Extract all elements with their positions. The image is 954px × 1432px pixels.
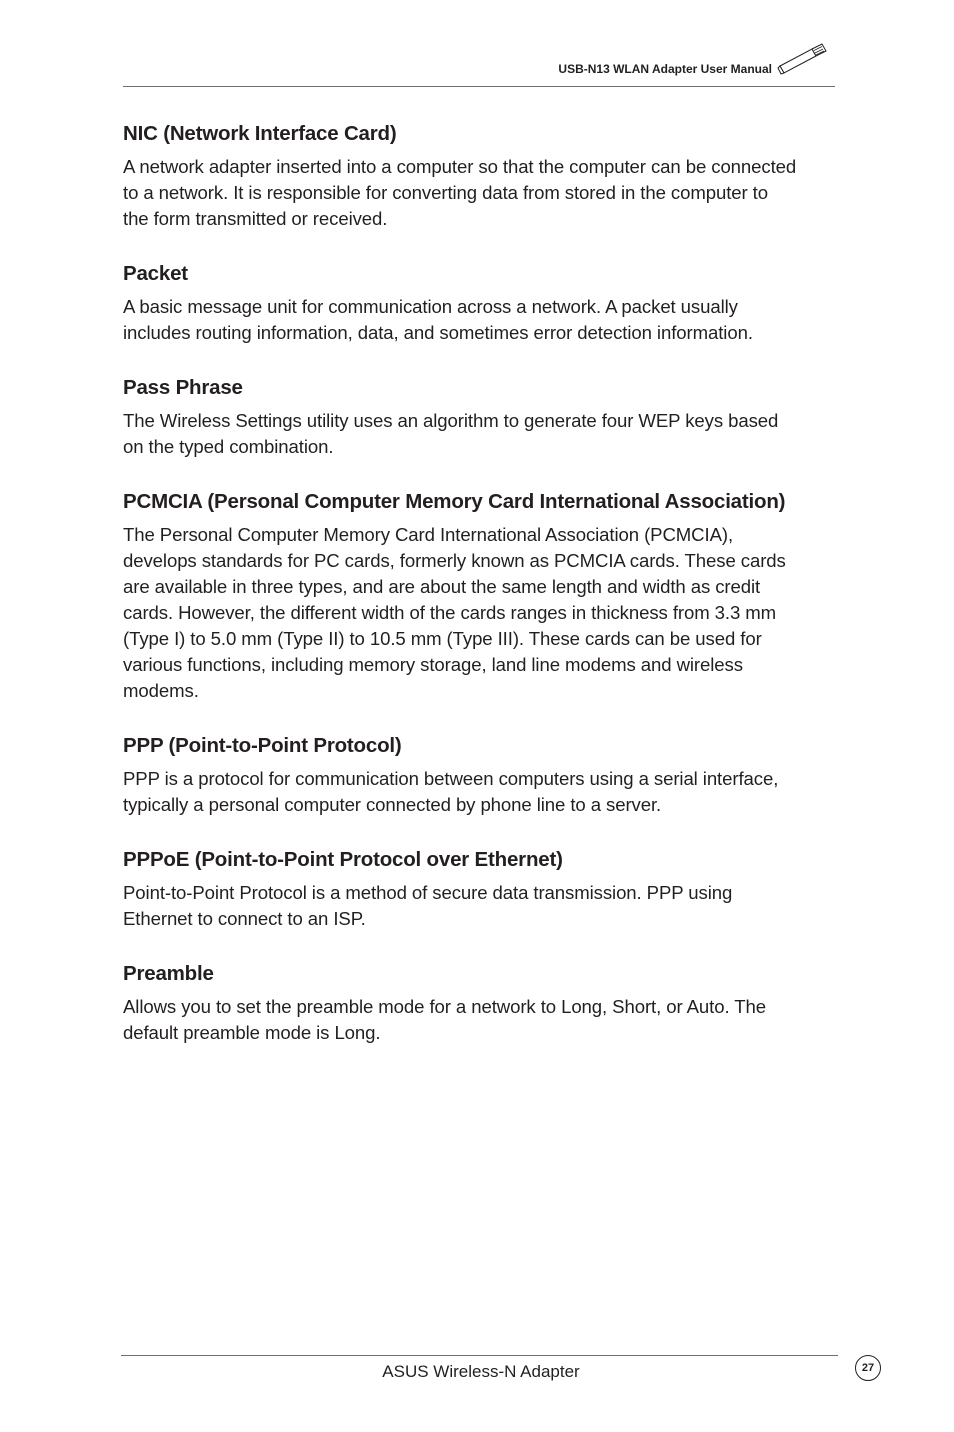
glossary-entry-pcmcia: [123, 489, 839, 704]
glossary-section: [123, 121, 839, 1075]
glossary-entry-nic: [123, 121, 839, 232]
manual-title: USB-N13 WLAN Adapter User Manual: [558, 62, 772, 76]
term-heading: NIC (Network Interface Card): [123, 122, 397, 145]
term-definition: The Wireless Settings utility uses an algorithm to generate four WEP keys based on the typed combination.: [123, 410, 779, 457]
page-number: 27: [855, 1355, 881, 1381]
term-definition: The Personal Computer Memory Card International Association (PCMCIA), develops standards for PC cards, formerly known as PCMCIA cards. These cards are available in three types, and are about the same length and width as credit cards. However, the different width of the cards ranges in thickness from 3.3 mm (Type I) to 5.0 mm (Type II) to 10.5 mm (Type III). These cards can be used for various functions, including memory storage, land line modems and wireless modems.: [123, 524, 786, 701]
footer-divider: [121, 1355, 838, 1356]
term-definition: Allows you to set the preamble mode for a network to Long, Short, or Auto. The default preamble mode is Long.: [123, 996, 766, 1043]
term-heading: PCMCIA (Personal Computer Memory Card International Association): [123, 490, 786, 513]
term-heading: Packet: [123, 262, 188, 285]
term-heading: Pass Phrase: [123, 376, 243, 399]
glossary-entry-preamble: [123, 961, 839, 1046]
term-definition: A basic message unit for communication across a network. A packet usually includes routing information, data, and sometimes error detection information.: [123, 296, 753, 343]
usb-adapter-icon: [776, 40, 828, 76]
term-definition: PPP is a protocol for communication between computers using a serial interface, typically a personal computer connected by phone line to a server.: [123, 768, 779, 815]
header-divider: [123, 86, 835, 87]
term-definition: A network adapter inserted into a computer so that the computer can be connected to a network. It is responsible for converting data from stored in the computer to the form transmitted or received.: [123, 156, 797, 229]
term-heading: Preamble: [123, 962, 214, 985]
term-heading: PPP (Point-to-Point Protocol): [123, 734, 402, 757]
term-definition: Point-to-Point Protocol is a method of secure data transmission. PPP using Ethernet to connect to an ISP.: [123, 882, 733, 929]
glossary-entry-packet: [123, 261, 839, 346]
glossary-entry-pass-phrase: [123, 375, 839, 460]
term-heading: PPPoE (Point-to-Point Protocol over Ethernet): [123, 848, 563, 871]
footer-product-name: ASUS Wireless-N Adapter: [382, 1362, 580, 1381]
glossary-entry-pppoe: [123, 847, 839, 932]
glossary-entry-ppp: [123, 733, 839, 818]
